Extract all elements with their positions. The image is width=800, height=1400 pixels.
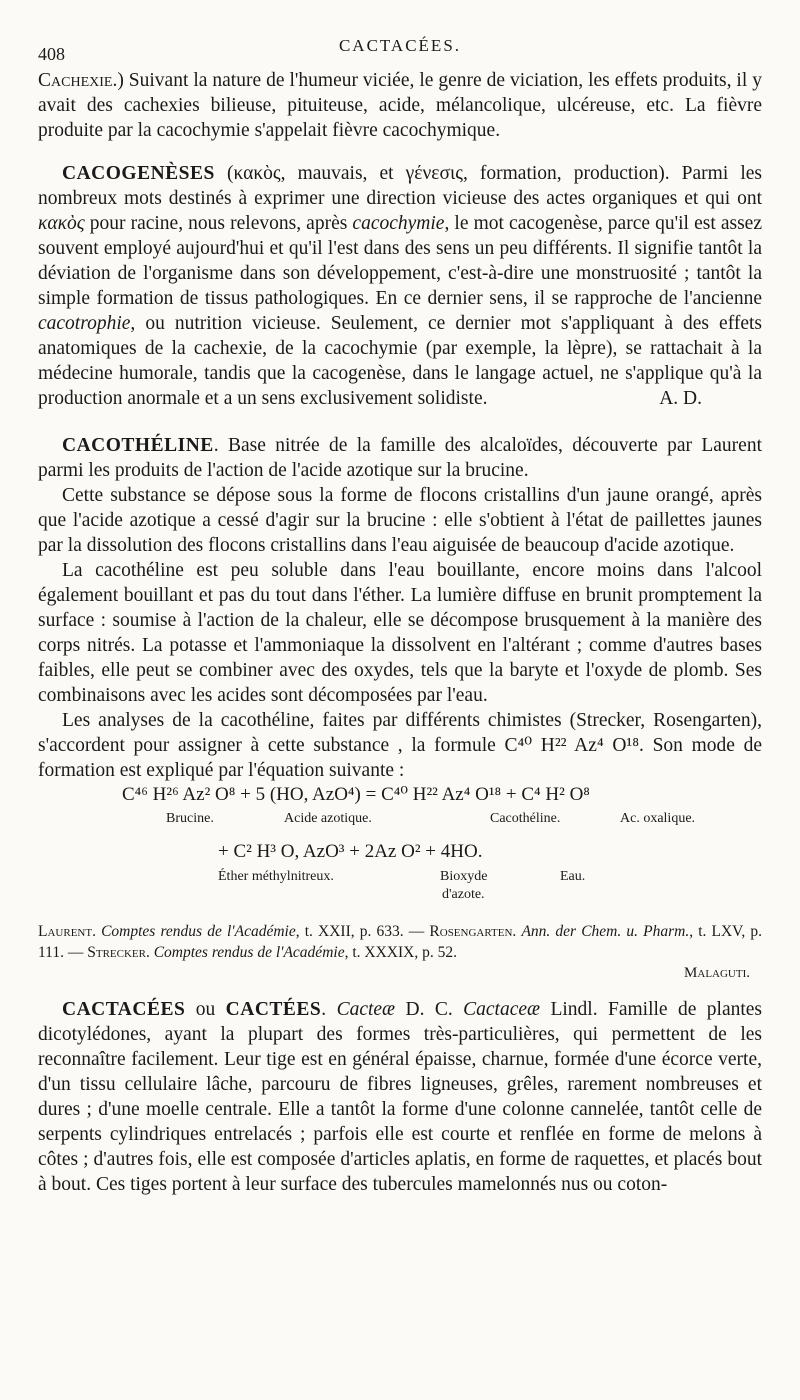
caption-bioxyde: Bioxyde — [440, 869, 488, 884]
caption-azote: d'azote. — [442, 887, 485, 902]
cachexie-lead: Cachexie. — [38, 70, 118, 91]
caption-acide-azotique: Acide azotique. — [284, 811, 372, 826]
caption-ether: Éther méthylnitreux. — [218, 869, 334, 884]
cacotheline-para-4: Les analyses de la cacothéline, faites par différents chimistes (Strecker, Rosengarten), s'accordent pour assigner à cette substance , la formule C⁴⁰ H²² Az⁴ O¹⁸. Son mode de formation est expliqué par l'équation suivante : — [38, 710, 762, 781]
entry-cactacees: CACTACÉES ou CACTÉES. Cacteæ D. C. Cactaceæ Lindl. Famille de plantes dicotylédones, ayant la plupart des formes très-particulières, qui permettent de les reconnaître facilement. Leur tige est en général épaisse, charnue, formée d'une écorce verte, d'un tissu cellulaire lâche, parcouru de fibres ligneuses, grêles, rarement nombreuses et dures ; d'une moelle centrale. Elle a tantôt la forme d'une colonne cannelée, tantôt celle de serpents cylindriques entrelacés ; parfois elle est courte et renflée en forme de melons à côtes ; d'autres fois, elle est composée d'articles aplatis, en forme de raquettes, et placés bout à bout. Ces tiges portent à leur surface des tubercules mamelonnés nus ou coton- — [38, 999, 763, 1195]
running-title: CACTACÉES. — [338, 36, 462, 55]
page-number: 408 — [38, 44, 65, 64]
headword-cacogeneses: CACOGENÈSES — [62, 163, 215, 184]
cacogeneses-etymology: (κακὸς, mauvais, et γένεσις, formation, production). — [214, 163, 682, 184]
caption-brucine: Brucine. — [166, 811, 214, 826]
cachexie-text: ) Suivant la nature de l'humeur viciée, le genre de viciation, les effets produits, il y avait des cachexies bilieuse, pituiteuse, acide, mélancolique, ulcéreuse, etc. La fièvre produite par la cacochymie s'appelait fièvre cacochymique. — [38, 70, 762, 141]
caption-cacotheline: Cacothéline. — [490, 811, 561, 826]
references: Laurent. Comptes rendus de l'Académie, t. XXII, p. 633. — Rosengarten. Ann. der Chem. u. Pharm., t. LXV, p. 111. — Strecker. Comptes rendus de l'Académie, t. XXXIX, p. 52. — [38, 923, 763, 961]
headword-cactees: CACTÉES — [225, 999, 322, 1020]
signature-ad: A. D. — [659, 388, 702, 409]
equation-block — [38, 783, 762, 921]
cacotheline-para-3: La cacothéline est peu soluble dans l'eau bouillante, encore moins dans l'alcool également bouillant et pas du tout dans l'éther. La lumière diffuse en brunit promptement la surface : soumise à l'action de la chaleur, elle se décompose brusquement à la manière des corps nitrés. La potasse et l'ammoniaque la dissolvent en l'altérant ; comme d'autres bases faibles, elle peut se combiner avec des oxydes, tels que la baryte et l'oxyde de plomb. Ses combinaisons avec les acides sont décomposées par l'eau. — [38, 560, 762, 706]
equation-line-2: + C² H³ O, AzO³ + 2Az O² + 4HO. — [218, 841, 483, 862]
headword-cactacees: CACTACÉES — [62, 999, 186, 1020]
cachexie-continuation — [38, 68, 762, 143]
page-header — [38, 30, 762, 64]
headword-cacotheline: CACOTHÉLINE — [62, 435, 214, 456]
entry-cacogeneses: CACOGENÈSES (κακὸς, mauvais, et γένεσις, formation, production). Parmi les nombreux mots destinés à exprimer une direction vicieuse des actes organiques et qui ont κακὸς pour racine, nous relevons, après cacochymie, le mot cacogenèse, parce qu'il est assez souvent employé aujourd'hui et qu'il l'est dans des sens un peu différents. Il signifie tantôt la déviation de l'organisme dans son développement, c'est-à-dire une monstruosité ; tantôt la simple formation de tissus pathologiques. En ce dernier sens, il se rapproche de l'ancienne cacotrophie, ou nutrition vicieuse. Seulement, ce dernier mot s'appliquant à des effets anatomiques de la cachexie, de la cacochymie (par exemple, la lèpre), se rattachait à la médecine humorale, tandis que la cacogenèse, dans le langage actuel, ne s'applique qu'à la production anormale et a un sens exclusivement solidiste. A. D. — [38, 163, 762, 409]
caption-ac-oxalique: Ac. oxalique. — [620, 811, 696, 826]
caption-eau: Eau. — [560, 869, 586, 884]
cacotheline-para-2: Cette substance se dépose sous la forme de flocons cristallins d'un jaune orangé, après que l'acide azotique a cessé d'agir sur la brucine : elle s'obtient à l'état de paillettes jaunes par la dissolution des flocons cristallins dans l'eau aiguisée de beaucoup d'acide azotique. — [38, 485, 762, 556]
entry-cacotheline: CACOTHÉLINE. Base nitrée de la famille des alcaloïdes, découverte par Laurent parmi les produits de l'action de l'acide azotique sur la brucine. — [38, 435, 762, 481]
equation-line-1: C⁴⁶ H²⁶ Az² O⁸ + 5 (HO, AzO⁴) = C⁴⁰ H²² Az⁴ O¹⁸ + C⁴ H² O⁸ — [122, 784, 590, 805]
signature-malaguti: Malaguti. — [684, 965, 750, 981]
